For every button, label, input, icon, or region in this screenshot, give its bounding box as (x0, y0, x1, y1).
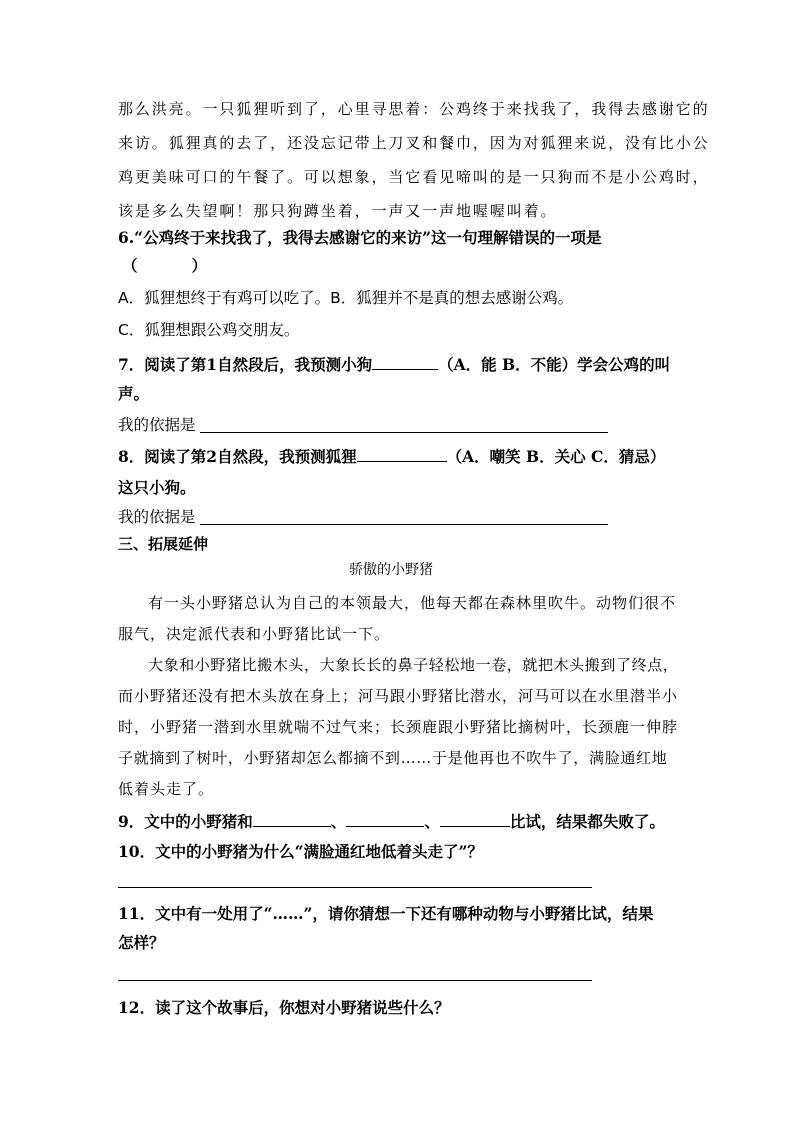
question-7 (118, 356, 670, 373)
story-title: 骄傲的小野猪 (349, 562, 433, 578)
option-line: C．狐狸想跟公鸡交朋友。 (118, 321, 300, 339)
question-7-suffix: （A．能 B．不能）学会公鸡的叫 (438, 355, 671, 374)
separator: 、 (424, 812, 440, 831)
separator: 、 (330, 812, 347, 831)
question-8 (118, 448, 665, 465)
question-10: 10．文中的小野猪为什么“满脸通红地低着头走了”？ (118, 842, 483, 861)
answer-blank[interactable] (357, 448, 447, 462)
answer-blank[interactable] (346, 813, 424, 827)
basis-answer-line[interactable] (200, 432, 608, 433)
passage-line: 鸡更美味可口的午餐了。可以想象，当它看见啼叫的是一只狗而不是小公鸡时， (118, 168, 710, 186)
question-9 (118, 813, 665, 830)
answer-paren: （ ） (122, 256, 207, 275)
question-8-prefix: 8．阅读了第2自然段，我预测狐狸 (118, 447, 357, 466)
question-12: 12．读了这个故事后，你想对小野猪说些什么？ (118, 998, 450, 1017)
passage-line: 来访。狐狸真的去了，还没忘记带上刀叉和餐巾，因为对狐狸来说，没有比小公 (118, 134, 710, 152)
passage-line: 服气，决定派代表和小野猪比试一下。 (118, 625, 391, 643)
option-line: A．狐狸想终于有鸡可以吃了。B．狐狸并不是真的想去感谢公鸡。 (118, 289, 574, 307)
passage-line: 有一头小野猪总认为自己的本领最大，他每天都在森林里吹牛。动物们很不 (148, 594, 677, 612)
basis-label: 我的依据是 (118, 416, 196, 434)
section-heading: 三、拓展延伸 (118, 535, 209, 553)
passage-line: 该是多么失望啊！那只狗蹲坐着，一声又一声地喔喔叫着。 (118, 202, 558, 220)
question-8-continuation: 这只小狗。 (118, 478, 196, 497)
question-11: 11．文中有一处用了“……”，请你猜想一下还有哪种动物与小野猪比试，结果 (118, 904, 654, 923)
passage-line: 子就摘到了树叶，小野猪却怎么都摘不到……于是他再也不吹牛了，满脸通红地 (118, 749, 668, 767)
question-7-continuation: 声。 (118, 384, 150, 403)
question-11-continuation: 怎样？ (118, 933, 165, 952)
question-8-suffix: （A．嘲笑 B．关心 C．猜忌） (446, 447, 666, 466)
passage-line: 大象和小野猪比搬木头，大象长长的鼻子轻松地一卷，就把木头搬到了终点， (148, 656, 679, 674)
question-6: 6.“公鸡终于来找我了，我得去感谢它的来访”这一句理解错误的一项是 (118, 228, 602, 247)
passage-line: 那么洪亮。一只狐狸听到了，心里寻思着：公鸡终于来找我了，我得去感谢它的 (118, 100, 710, 118)
answer-line[interactable] (118, 887, 592, 888)
question-7-prefix: 7．阅读了第1自然段后，我预测小狗 (118, 355, 373, 374)
passage-line: 时，小野猪一潜到水里就喘不过气来；长颈鹿跟小野猪比摘树叶，长颈鹿一伸脖 (118, 718, 679, 736)
answer-blank[interactable] (440, 813, 510, 827)
answer-line[interactable] (118, 980, 592, 981)
question-9-prefix: 9．文中的小野猪和 (118, 812, 253, 831)
answer-blank[interactable] (372, 356, 438, 370)
answer-blank[interactable] (253, 813, 331, 827)
basis-answer-line[interactable] (200, 524, 608, 525)
basis-label: 我的依据是 (118, 508, 196, 526)
passage-line: 低着头走了。 (118, 780, 215, 798)
passage-line: 而小野猪还没有把木头放在身上；河马跟小野猪比潜水，河马可以在水里潜半小 (118, 687, 679, 705)
question-9-suffix: 比试，结果都失败了。 (509, 812, 665, 831)
